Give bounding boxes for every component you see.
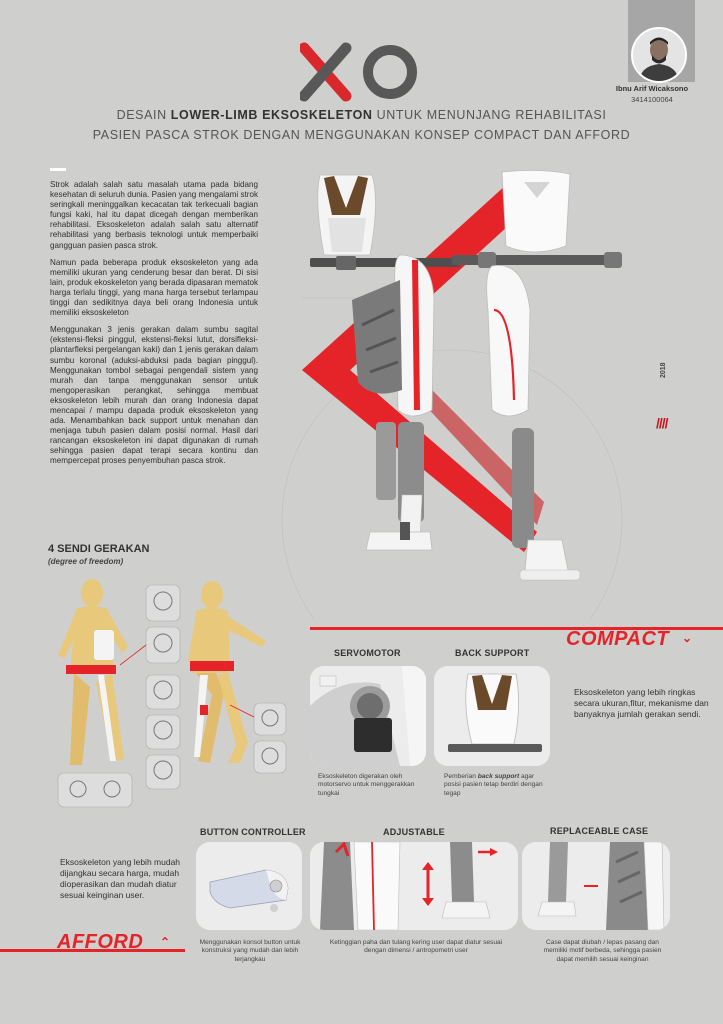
mannequin-walking-figure [188, 581, 266, 763]
adjustable-image [310, 842, 518, 930]
replaceable-case-image [522, 842, 670, 930]
back-support-image [434, 666, 550, 766]
title-line2: PASIEN PASCA STROK DENGAN MENGGUNAKAN KONSEP COMPACT DAN AFFORD [92, 128, 631, 142]
back-cap-post: agar posisi pasien tetap berdiri dengan tegap [444, 773, 543, 797]
adjustable-illustration [310, 842, 518, 930]
button-controller-title: BUTTON CONTROLLER [200, 827, 306, 837]
title-pre: DESAIN [116, 108, 171, 122]
author-id: 3414100064 [631, 95, 673, 104]
back-support-title: BACK SUPPORT [455, 648, 530, 658]
adjustable-caption: Ketinggian paha dan tulang kering user dapat diatur sesuai dengan dimensi / antropometri user [329, 939, 503, 955]
afford-label: AFFORD [57, 931, 144, 953]
button-controller-illustration [196, 842, 302, 930]
replaceable-case-title: REPLACEABLE CASE [550, 826, 649, 836]
dof-title: 4 SENDI GERAKAN [48, 543, 150, 555]
title-bold: LOWER-LIMB EKSOSKELETON [170, 108, 373, 122]
servomotor-illustration [310, 666, 426, 766]
chevron-up-icon: ⌃ [160, 935, 171, 949]
chevron-down-icon: ⌄ [682, 631, 693, 645]
back-support-illustration [434, 666, 550, 766]
xo-logo [300, 42, 422, 102]
adjustable-title: ADJUSTABLE [383, 827, 445, 837]
intro-paragraph: Namun pada beberapa produk eksoskeleton yang ada memiliki ukuran yang cenderung besar dan berat. Di sisi lain, produk ekoskeleton yang berada dipasaran mematok harga terlalu tinggi, yang mana harga tersebut terlampau tinggi dan sedikitnya daya beli orang Indonesia untuk memiliki eksoskeleton [50, 257, 258, 318]
button-controller-image [196, 842, 302, 930]
hero-exoskeleton-render [262, 160, 723, 620]
decorative-slashes: //// [656, 415, 668, 431]
author-name: Ibnu Arif Wicaksono [615, 84, 689, 93]
intro-dash [50, 168, 66, 171]
intro-paragraph: Menggunakan 3 jenis gerakan dalam sumbu sagital (ekstensi-fleksi pinggul, ekstensi-fleksi lutut, dorsifleksi-plantarfleksi pergelangan kaki) dan 1 jenis gerakan dalam sumbu koronal (aduksi-abduksi pada bagian pinggul). Menggunakan tombol sebagai pengendali sistem yang murah dan tanpa menggunakan sensor untuk mengoperasikan perangkat, sehingga membuat eksoskeleton lebih murah dan orang Indonesia dapat mencapai / mampu dapada produk eksoskeleton yang ada. Menambahkan back support untuk menahan dan menjaga tubuh pasien dalam posisi normal. Hasil dari rancangan eksoskeleton ini dapat digunakan di rumah sehingga pasien dapat terapi secara kontinu dan mempercepat proses penyembuhan pasca strok. [50, 325, 258, 466]
servomotor-image [310, 666, 426, 766]
dof-subtitle: (degree of freedom) [48, 557, 124, 566]
intro-paragraph: Strok adalah salah satu masalah utama pada bidang kesehatan di seluruh dunia. Pasien yang mengalami strok seringkali meninggalkan kecacatan tak terkecuali bagian fungsi kaki, hal itu dapat dicegah dengan memberikan rehabilitasi. Eksoskeleton adalah salah satu alternatif rehabilitasi yang berbasis teknologi untuk memperbaiki gangguan pasien pasca strok. [50, 180, 258, 250]
replaceable-case-caption: Case dapat diubah / lepas pasang dan memiliki motif berbeda, sehingga pasien dapat memilih sesuai keinginan [543, 939, 662, 963]
title-post: UNTUK MENUNJANG REHABILITASI [372, 108, 607, 122]
dof-figures [40, 575, 302, 815]
replaceable-case-illustration [522, 842, 670, 930]
button-controller-caption: Menggunakan konsol button untuk konstruksi yang mudah dan lebih terjangkau [199, 939, 301, 963]
poster-title [40, 105, 683, 145]
intro-text [50, 180, 258, 474]
back-cap-bold: back support [477, 773, 520, 780]
back-support-caption [444, 773, 550, 798]
back-cap-pre: Pemberian [444, 773, 478, 780]
mannequin-front-figure [58, 579, 128, 765]
person-icon [633, 29, 685, 81]
compact-label: COMPACT [566, 628, 670, 650]
servomotor-title: SERVOMOTOR [334, 648, 401, 658]
afford-description: Eksoskeleton yang lebih mudah dijangkau secara harga, mudah dioperasikan dan mudah diatur sesuai keinginan user. [60, 857, 181, 900]
compact-description: Eksoskeleton yang lebih ringkas secara ukuran,fitur, mekanisme dan banyaknya jumlah gerakan sendi. [574, 687, 709, 719]
servomotor-caption: Eksoskeleton digerakan oleh motorservo untuk menggerakkan tungkai [318, 773, 415, 797]
avatar [631, 27, 687, 83]
year-label: 2018 [660, 362, 667, 378]
